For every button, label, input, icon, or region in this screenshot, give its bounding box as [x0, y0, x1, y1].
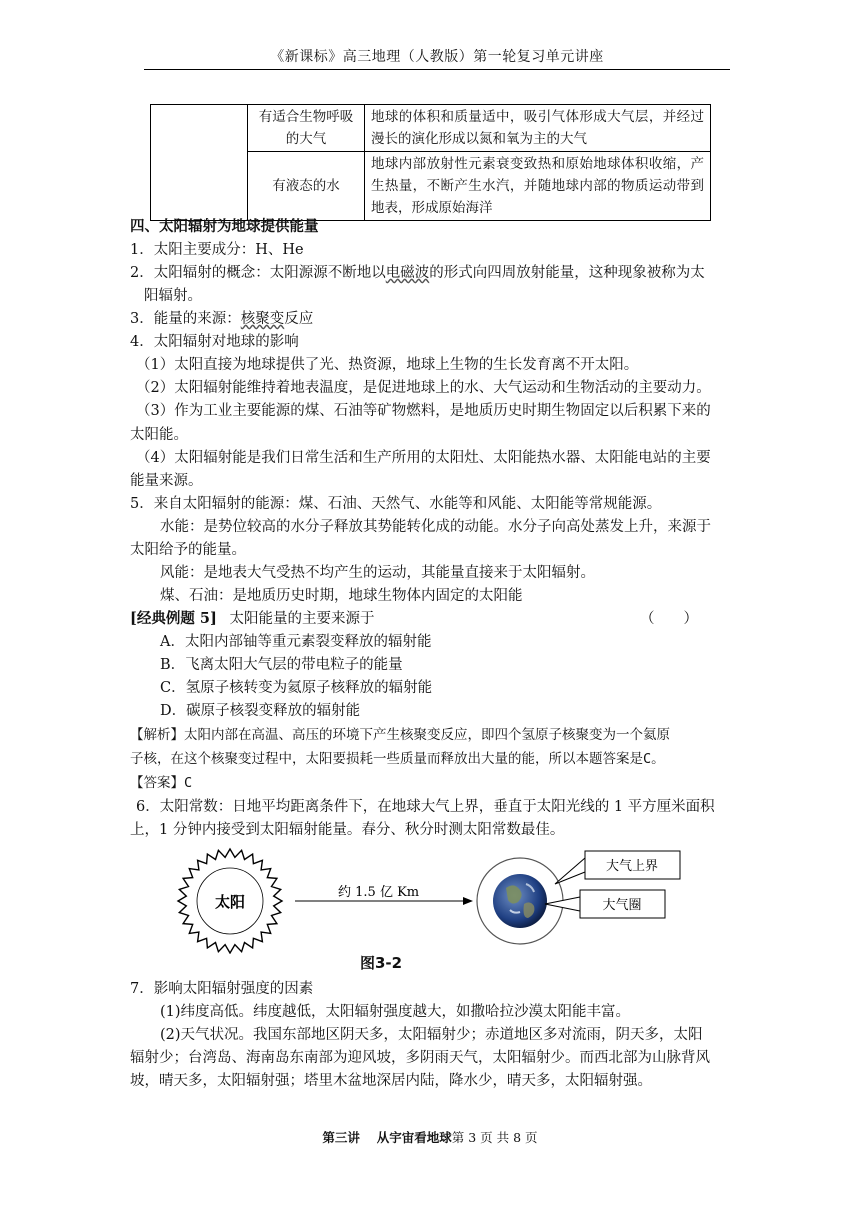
item-1: 1．太阳主要成分：H、He: [130, 242, 304, 258]
option-b: B．飞离太阳大气层的带电粒子的能量: [160, 657, 403, 673]
callout-label-atmosphere-top: 大气上界: [605, 859, 659, 874]
example-question-text: 太阳能量的主要来源于: [229, 611, 375, 627]
item-4-3-cont: 太阳能。: [130, 427, 188, 443]
item-5-water: 水能：是势位较高的水分子释放其势能转化成的动能。水分子向高处蒸发上升，来源于: [160, 519, 711, 535]
distance-label: 约 1.5 亿 Km: [338, 885, 420, 900]
item-2-text-c: 的形式向四周放射能量，这种现象被称为太: [429, 265, 705, 281]
item-7: 7．影响太阳辐射强度的因素: [130, 981, 314, 997]
table-cell-condition: 有适合生物呼吸的大气: [248, 105, 365, 152]
item-4: 4．太阳辐射对地球的影响: [130, 334, 299, 350]
sun-label: 太阳: [214, 893, 246, 911]
earth-icon: [493, 874, 547, 928]
item-4-4-cont: 能量来源。: [130, 473, 203, 489]
item-7-2-cont-b: 坡，晴天多，太阳辐射强；塔里木盆地深居内陆，降水少，晴天多，太阳辐射强。: [130, 1073, 652, 1089]
page-header: 《新课标》高三地理（人教版）第一轮复习单元讲座: [270, 49, 604, 65]
option-a: A．太阳内部铀等重元素裂变释放的辐射能: [160, 634, 432, 650]
table-cell-desc: 地球内部放射性元素衰变致热和原始地球体积收缩，产生热量，不断产生水汽，并随地球内部的物质运动带到地表，形成原始海洋: [365, 152, 711, 221]
table-row: [151, 105, 711, 152]
item-2-text-a: 2．太阳辐射的概念：太阳源源不断地以: [130, 265, 386, 281]
item-2-keyword: 电磁波: [385, 265, 430, 281]
sun-earth-diagram: [170, 844, 710, 954]
item-6: 6．太阳常数：日地平均距离条件下，在地球大气上界，垂直于太阳光线的 1 平方厘米面积: [136, 799, 715, 815]
item-5-water-cont: 太阳给予的能量。: [130, 542, 246, 558]
item-7-1: (1)纬度高低。纬度越低，太阳辐射强度越大，如撒哈拉沙漠太阳能丰富。: [160, 1004, 631, 1020]
item-4-1: （1）太阳直接为地球提供了光、热资源，地球上生物的生长发育离不开太阳。: [136, 357, 639, 373]
option-c: C．氢原子核转变为氦原子核释放的辐射能: [160, 680, 433, 696]
item-4-4: （4）太阳辐射能是我们日常生活和生产所用的太阳灶、太阳能热水器、太阳能电站的主要: [136, 450, 711, 466]
item-7-2-cont-a: 辐射少；台湾岛、海南岛东南部为迎风坡，多阴雨天气，太阳辐射少。而西北部为山脉背风: [130, 1050, 710, 1066]
table-cell-desc: 地球的体积和质量适中，吸引气体形成大气层，并经过漫长的演化形成以氮和氧为主的大气: [365, 105, 711, 152]
item-5-coal: 煤、石油：是地质历史时期，地球生物体内固定的太阳能: [160, 588, 523, 604]
example-question: [130, 608, 374, 630]
option-d: D．碳原子核裂变释放的辐射能: [160, 703, 361, 719]
callout-label-atmosphere: 大气圈: [602, 898, 642, 913]
section-title: 四、太阳辐射为地球提供能量: [130, 218, 319, 235]
item-4-3: （3）作为工业主要能源的煤、石油等矿物燃料，是地质历史时期生物固定以后积累下来的: [136, 403, 711, 419]
page-footer: [0, 1128, 860, 1146]
answer-line: 【答案】C: [130, 775, 193, 791]
item-3-text-c: 反应: [284, 311, 314, 327]
item-7-2: (2)天气状况。我国东部地区阴天多，太阳辐射少；赤道地区多对流雨，阴天多，太阳: [160, 1027, 703, 1043]
table-cell-empty: [151, 105, 248, 221]
figure-caption: 图3-2: [360, 954, 403, 972]
arrow-head-icon: [463, 897, 473, 905]
table-cell-condition: 有液态的水: [248, 152, 365, 221]
item-5: 5．来自太阳辐射的能源：煤、石油、天然气、水能等和风能、太阳能等常规能源。: [130, 496, 662, 512]
item-4-2: （2）太阳辐射能维持着地表温度，是促进地球上的水、大气运动和生物活动的主要动力。: [136, 380, 711, 396]
item-3-keyword: 核聚变: [240, 311, 285, 327]
answer-blank: （ ）: [640, 611, 698, 627]
footer-page: 第 3 页 共 8 页: [451, 1130, 538, 1145]
item-6-cont: 上，1 分钟内接受到太阳辐射能量。春分、秋分时测太阳常数最佳。: [130, 822, 565, 838]
analysis-line-2: 子核，在这个核聚变过程中，太阳要损耗一些质量而释放出大量的能，所以本题答案是C。: [130, 751, 665, 767]
callout-pointer: [555, 858, 585, 884]
item-2: [130, 262, 705, 284]
header-rule: [144, 69, 730, 70]
item-3-text-a: 3．能量的来源：: [130, 311, 241, 327]
footer-chapter: 第三讲 从宇宙看地球: [322, 1130, 452, 1145]
conditions-table: [150, 104, 711, 221]
analysis-line-1: 【解析】太阳内部在高温、高压的环境下产生核聚变反应，即四个氢原子核聚变为一个氦原: [130, 727, 670, 743]
item-5-wind: 风能：是地表大气受热不均产生的运动，其能量直接来于太阳辐射。: [160, 565, 595, 581]
example-tag: [经典例题 5]: [130, 610, 217, 627]
item-3: [130, 308, 313, 330]
item-2-cont: 阳辐射。: [144, 288, 202, 304]
